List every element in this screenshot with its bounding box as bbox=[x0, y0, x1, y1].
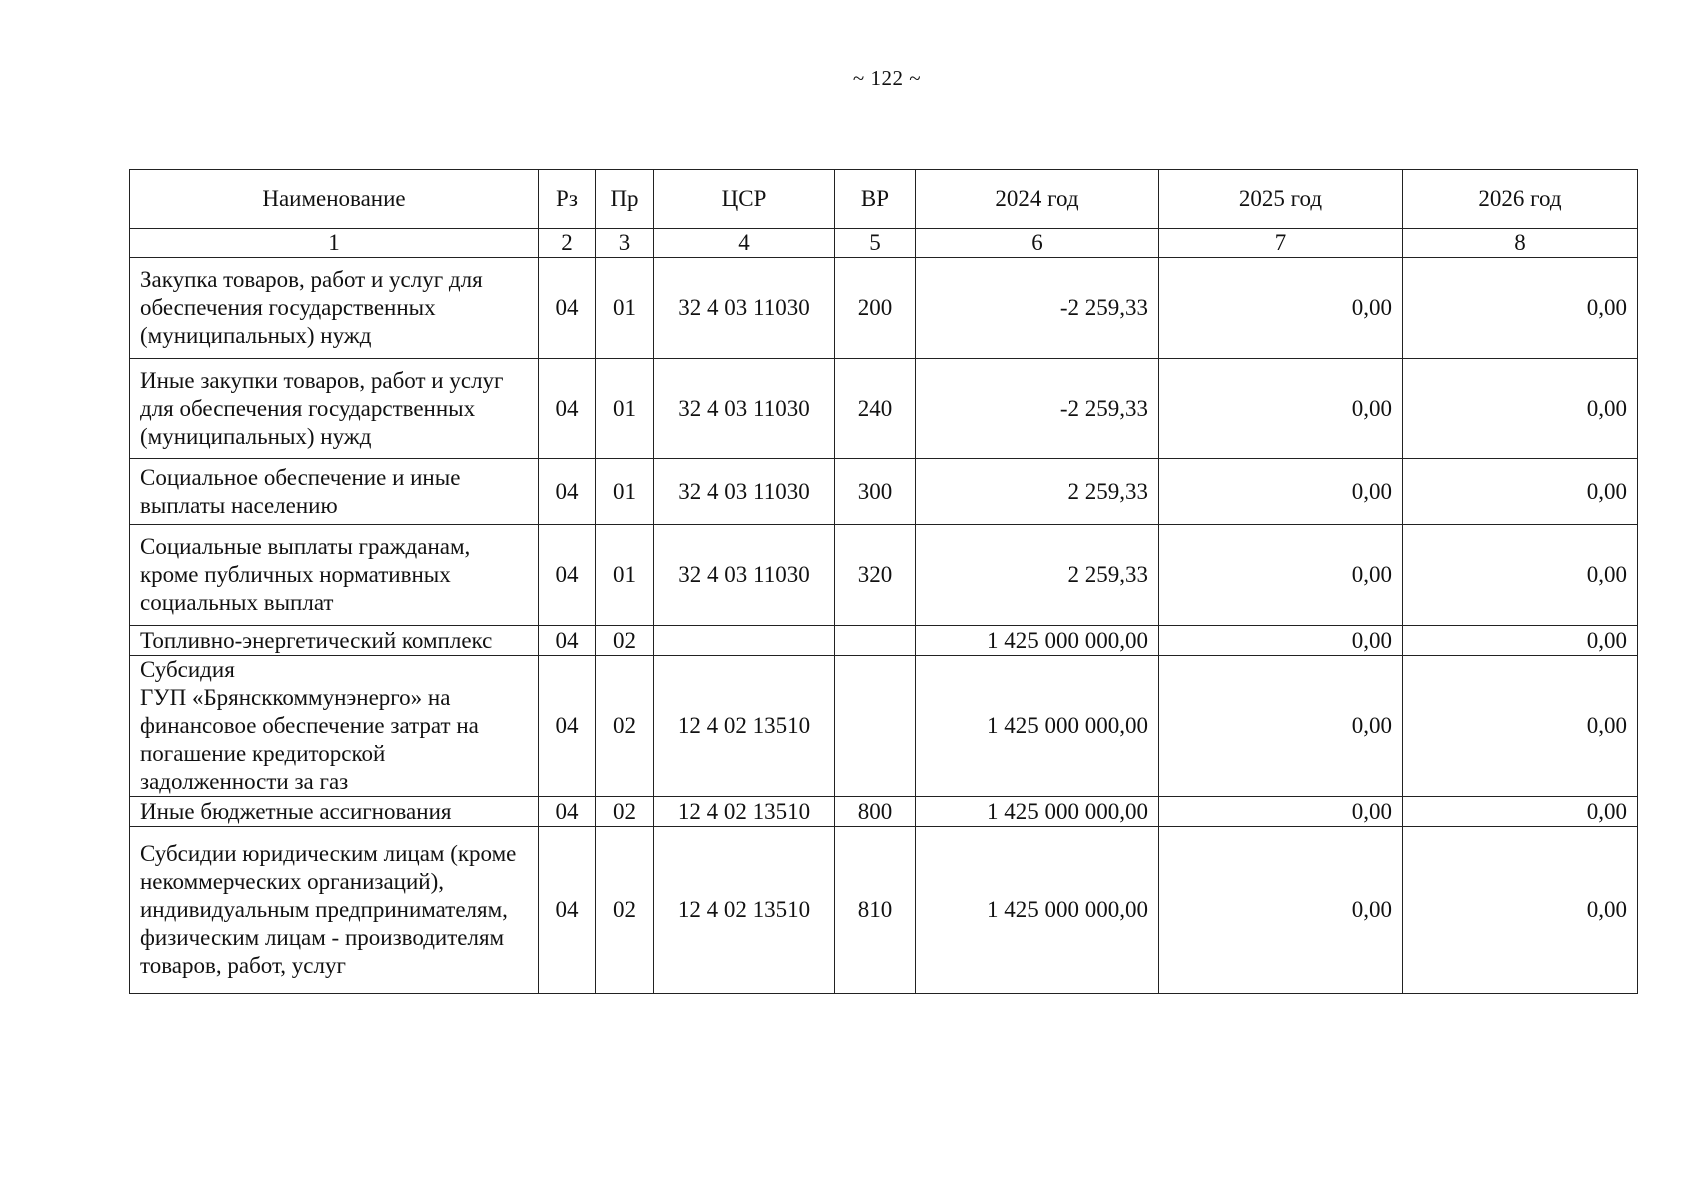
table-row bbox=[130, 359, 1638, 459]
table-row bbox=[130, 525, 1638, 626]
cell-name: Социальные выплаты гражданам, кроме публичных нормативных социальных выплат bbox=[130, 525, 539, 626]
header-2024: 2024 год bbox=[916, 170, 1159, 229]
cell-rz: 04 bbox=[539, 656, 596, 797]
cell-2025: 0,00 bbox=[1159, 797, 1403, 827]
column-number: 2 bbox=[539, 229, 596, 258]
cell-vr: 800 bbox=[835, 797, 916, 827]
cell-2025: 0,00 bbox=[1159, 827, 1403, 994]
header-pr: Пр bbox=[596, 170, 654, 229]
cell-2026: 0,00 bbox=[1403, 258, 1638, 359]
column-number: 3 bbox=[596, 229, 654, 258]
cell-name: Топливно-энергетический комплекс bbox=[130, 626, 539, 656]
column-number: 6 bbox=[916, 229, 1159, 258]
cell-2026: 0,00 bbox=[1403, 459, 1638, 525]
column-number: 7 bbox=[1159, 229, 1403, 258]
cell-vr bbox=[835, 626, 916, 656]
cell-rz: 04 bbox=[539, 359, 596, 459]
cell-csr: 12 4 02 13510 bbox=[654, 797, 835, 827]
cell-pr: 01 bbox=[596, 359, 654, 459]
cell-2024: -2 259,33 bbox=[916, 258, 1159, 359]
cell-pr: 02 bbox=[596, 626, 654, 656]
cell-2025: 0,00 bbox=[1159, 459, 1403, 525]
cell-2026: 0,00 bbox=[1403, 626, 1638, 656]
cell-name: Закупка товаров, работ и услуг для обеспечения государственных (муниципальных) нужд bbox=[130, 258, 539, 359]
header-vr: ВР bbox=[835, 170, 916, 229]
cell-csr: 32 4 03 11030 bbox=[654, 459, 835, 525]
table-row bbox=[130, 459, 1638, 525]
cell-2024: 2 259,33 bbox=[916, 525, 1159, 626]
cell-vr bbox=[835, 656, 916, 797]
column-number: 8 bbox=[1403, 229, 1638, 258]
cell-vr: 810 bbox=[835, 827, 916, 994]
cell-pr: 01 bbox=[596, 258, 654, 359]
cell-2024: 1 425 000 000,00 bbox=[916, 797, 1159, 827]
cell-csr bbox=[654, 626, 835, 656]
cell-csr: 12 4 02 13510 bbox=[654, 827, 835, 994]
header-2025: 2025 год bbox=[1159, 170, 1403, 229]
cell-csr: 32 4 03 11030 bbox=[654, 258, 835, 359]
cell-2024: 2 259,33 bbox=[916, 459, 1159, 525]
cell-name: Социальное обеспечение и иные выплаты населению bbox=[130, 459, 539, 525]
table-row bbox=[130, 656, 1638, 797]
cell-2025: 0,00 bbox=[1159, 656, 1403, 797]
cell-2024: -2 259,33 bbox=[916, 359, 1159, 459]
cell-2026: 0,00 bbox=[1403, 797, 1638, 827]
cell-2026: 0,00 bbox=[1403, 525, 1638, 626]
cell-name: Субсидии юридическим лицам (кроме некоммерческих организаций), индивидуальным предпринимателям, физическим лицам - производителям товаров, работ, услуг bbox=[130, 827, 539, 994]
cell-rz: 04 bbox=[539, 459, 596, 525]
cell-2026: 0,00 bbox=[1403, 656, 1638, 797]
cell-pr: 02 bbox=[596, 656, 654, 797]
cell-rz: 04 bbox=[539, 525, 596, 626]
header-row bbox=[130, 170, 1638, 229]
cell-2025: 0,00 bbox=[1159, 359, 1403, 459]
cell-2024: 1 425 000 000,00 bbox=[916, 626, 1159, 656]
cell-rz: 04 bbox=[539, 258, 596, 359]
cell-2024: 1 425 000 000,00 bbox=[916, 656, 1159, 797]
cell-name: Иные закупки товаров, работ и услуг для обеспечения государственных (муниципальных) нужд bbox=[130, 359, 539, 459]
cell-vr: 300 bbox=[835, 459, 916, 525]
cell-rz: 04 bbox=[539, 827, 596, 994]
cell-name: Иные бюджетные ассигнования bbox=[130, 797, 539, 827]
table-row bbox=[130, 258, 1638, 359]
cell-pr: 02 bbox=[596, 827, 654, 994]
cell-2025: 0,00 bbox=[1159, 258, 1403, 359]
page-number: ~ 122 ~ bbox=[852, 66, 922, 90]
table-row bbox=[130, 797, 1638, 827]
header-name: Наименование bbox=[130, 170, 539, 229]
cell-2026: 0,00 bbox=[1403, 827, 1638, 994]
table-row bbox=[130, 827, 1638, 994]
cell-2026: 0,00 bbox=[1403, 359, 1638, 459]
column-number: 5 bbox=[835, 229, 916, 258]
cell-pr: 01 bbox=[596, 525, 654, 626]
cell-vr: 240 bbox=[835, 359, 916, 459]
cell-pr: 02 bbox=[596, 797, 654, 827]
cell-vr: 200 bbox=[835, 258, 916, 359]
cell-2025: 0,00 bbox=[1159, 525, 1403, 626]
cell-pr: 01 bbox=[596, 459, 654, 525]
header-rz: Рз bbox=[539, 170, 596, 229]
column-number: 4 bbox=[654, 229, 835, 258]
column-number-row bbox=[130, 229, 1638, 258]
cell-name: Субсидия ГУП «Брянсккоммунэнерго» на финансовое обеспечение затрат на погашение кредиторской задолженности за газ bbox=[130, 656, 539, 797]
table-row bbox=[130, 626, 1638, 656]
column-number: 1 bbox=[130, 229, 539, 258]
cell-csr: 12 4 02 13510 bbox=[654, 656, 835, 797]
cell-csr: 32 4 03 11030 bbox=[654, 525, 835, 626]
cell-csr: 32 4 03 11030 bbox=[654, 359, 835, 459]
cell-rz: 04 bbox=[539, 626, 596, 656]
cell-2024: 1 425 000 000,00 bbox=[916, 827, 1159, 994]
header-2026: 2026 год bbox=[1403, 170, 1638, 229]
header-csr: ЦСР bbox=[654, 170, 835, 229]
cell-2025: 0,00 bbox=[1159, 626, 1403, 656]
budget-table bbox=[129, 169, 1638, 994]
cell-vr: 320 bbox=[835, 525, 916, 626]
cell-rz: 04 bbox=[539, 797, 596, 827]
